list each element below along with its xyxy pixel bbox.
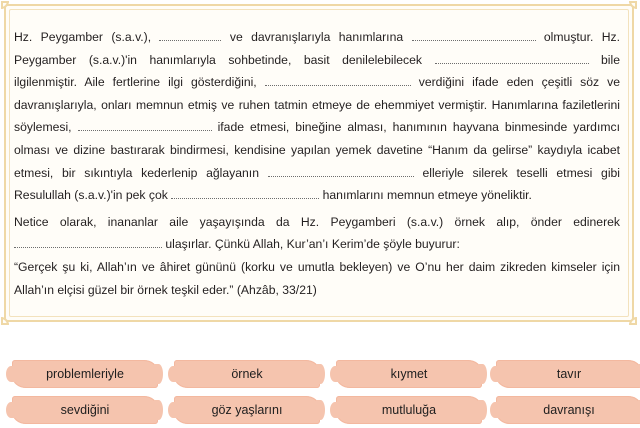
text-segment: verdiğini ifade eden çeşitli söz ve davranışlarıyla, onları memnun etmiş ve ruhen tatmin etmeye de ehemmiyet vermiştir. Hanımlarına faziletlerini söylemesi, bbox=[14, 75, 621, 135]
frame-corner bbox=[1, 317, 9, 325]
frame-corner bbox=[629, 317, 637, 325]
word-card[interactable]: davranışı bbox=[496, 396, 640, 424]
blank-7[interactable] bbox=[171, 186, 319, 199]
blank-1[interactable] bbox=[159, 28, 221, 41]
blank-8[interactable] bbox=[14, 235, 162, 248]
text-segment: bile ilgilenmiştir. Aile fertlerine ilgi gösterdiğini, bbox=[14, 52, 621, 90]
frame-corner bbox=[1, 1, 9, 9]
verse-quote: “Gerçek şu ki, Allah’ın ve âhiret gününü (korku ve umutla bekleyen) ve O’nu her daim zikreden kimseler için Allah’ın elçisi güzel bir örnek teşkil eder.” (Ahzâb, 33/21) bbox=[14, 259, 620, 297]
text-segment: ulaşırlar. Çünkü Allah, Kur’an’ı Kerim’de şöyle buyurur: bbox=[165, 237, 460, 252]
word-card[interactable]: göz yaşlarını bbox=[174, 396, 320, 424]
text-segment: hanımlarını memnun etmeye yöneliktir. bbox=[322, 188, 532, 203]
blank-4[interactable] bbox=[265, 73, 411, 86]
word-card[interactable]: sevdiğini bbox=[12, 396, 158, 424]
text-segment: ifade etmesi, bineğine alması, hanımının hayvana binmesinde yardımcı olması ve dizine bastırarak bindirmesi, kendisine yapılan yemek davetine “Hanım da gelirse” kaydıyla icabet etmesi, bir sıkıntıyla kederlenip ağlayanın bbox=[14, 120, 620, 180]
word-card[interactable]: mutluluğa bbox=[336, 396, 482, 424]
blank-6[interactable] bbox=[268, 164, 414, 177]
word-card[interactable]: problemleriyle bbox=[12, 360, 158, 388]
text-segment: Netice olarak, inananlar aile yaşayışında da Hz. Peygamberi (s.a.v.) örnek alıp, önder edinerek bbox=[14, 214, 620, 229]
text-segment: Hz. Peygamber (s.a.v.), bbox=[14, 30, 152, 44]
word-card[interactable]: kıymet bbox=[336, 360, 482, 388]
paragraph-1 bbox=[14, 26, 620, 207]
blank-2[interactable] bbox=[412, 28, 536, 41]
text-segment: olmuştur. Hz. Peygamber (s.a.v.)'in hanımlarıyla sohbetinde, basit denilelebilecek bbox=[14, 30, 621, 67]
text-segment: elleriyle silerek teselli etmesi gibi Resulullah (s.a.v.)'in pek çok bbox=[14, 165, 621, 203]
blank-3[interactable] bbox=[435, 51, 589, 64]
blank-5[interactable] bbox=[78, 118, 212, 131]
passage bbox=[14, 26, 620, 301]
word-card[interactable]: tavır bbox=[496, 360, 640, 388]
word-card[interactable]: örnek bbox=[174, 360, 320, 388]
paragraph-2 bbox=[14, 211, 620, 256]
text-segment: ve davranışlarıyla hanımlarına bbox=[229, 30, 404, 44]
frame-corner bbox=[629, 1, 637, 9]
word-bank bbox=[0, 352, 640, 428]
